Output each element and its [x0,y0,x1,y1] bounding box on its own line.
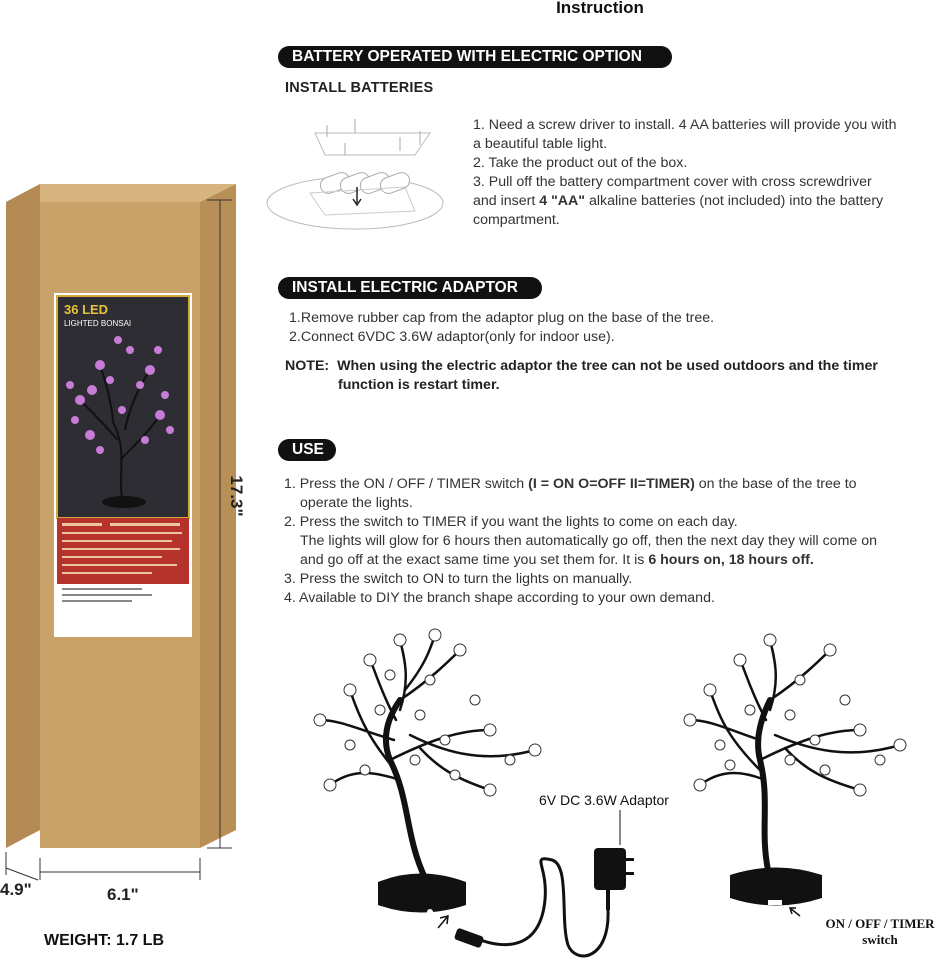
product-box-illustration [0,180,250,900]
adaptor-instructions [289,309,929,347]
use-line-4: The lights will glow for 6 hours then automatically go off, then the next day they will come on [300,533,878,549]
battery-section-header: BATTERY OPERATED WITH ELECTRIC OPTION [278,46,672,68]
battery-instructions [473,116,945,230]
use-instructions [284,475,945,608]
right-tree-blossoms [684,634,906,796]
use-line-2: operate the lights. [300,495,413,511]
use-line-3: 2. Press the switch to TIMER if you want the lights to come on each day. [284,514,738,530]
use-line-5: and go off at the exact same time you set them for. It is 6 hours on, 18 hours off. [300,552,814,568]
use-line-1: 1. Press the ON / OFF / TIMER switch (I = ON O=OFF II=TIMER) on the base of the tree to [284,476,857,492]
box-depth-dimension: 4.9" [0,880,32,899]
note-line-2: function is restart timer. [338,377,500,393]
adaptor-line-1: 1.Remove rubber cap from the adaptor plug on the base of the tree. [289,310,715,326]
switch-label [815,916,945,948]
battery-line-1: 1. Need a screw driver to install. 4 AA batteries will provide you with [473,117,897,133]
battery-line-5: and insert 4 "AA" alkaline batteries (not included) into the battery [473,193,884,209]
install-batteries-subheader: INSTALL BATTERIES [285,80,434,96]
battery-line-3: 2. Take the product out of the box. [473,155,688,171]
label-title-bonsai: LIGHTED BONSAI [64,319,132,328]
page-title: Instruction [556,0,644,17]
use-line-6: 3. Press the switch to ON to turn the lights on manually. [284,571,633,587]
use-section-header: USE [278,439,336,461]
adaptor-line-2: 2.Connect 6VDC 3.6W adaptor(only for indoor use). [289,329,615,345]
product-weight: WEIGHT: 1.7 LB [44,932,165,949]
battery-install-illustration [265,115,465,230]
tree-with-adaptor-illustration [290,620,945,960]
switch-label-line-2: switch [862,932,898,947]
battery-line-2: a beautiful table light. [473,136,608,152]
battery-line-6: compartment. [473,212,560,228]
box-height-dimension: 17.3" [227,475,246,517]
adaptor-section-header: INSTALL ELECTRIC ADAPTOR [278,277,542,299]
note-line-1: When using the electric adaptor the tree can not be used outdoors and the timer [337,358,878,374]
adaptor-note [285,357,945,376]
box-width-dimension: 6.1" [107,885,139,904]
adaptor-label: 6V DC 3.6W Adaptor [539,792,669,808]
switch-label-line-1: ON / OFF / TIMER [825,916,935,931]
label-title-36led: 36 LED [64,302,109,317]
note-label: NOTE: [285,358,330,374]
use-line-7: 4. Available to DIY the branch shape according to your own demand. [284,590,715,606]
battery-line-4: 3. Pull off the battery compartment cover with cross screwdriver [473,174,872,190]
